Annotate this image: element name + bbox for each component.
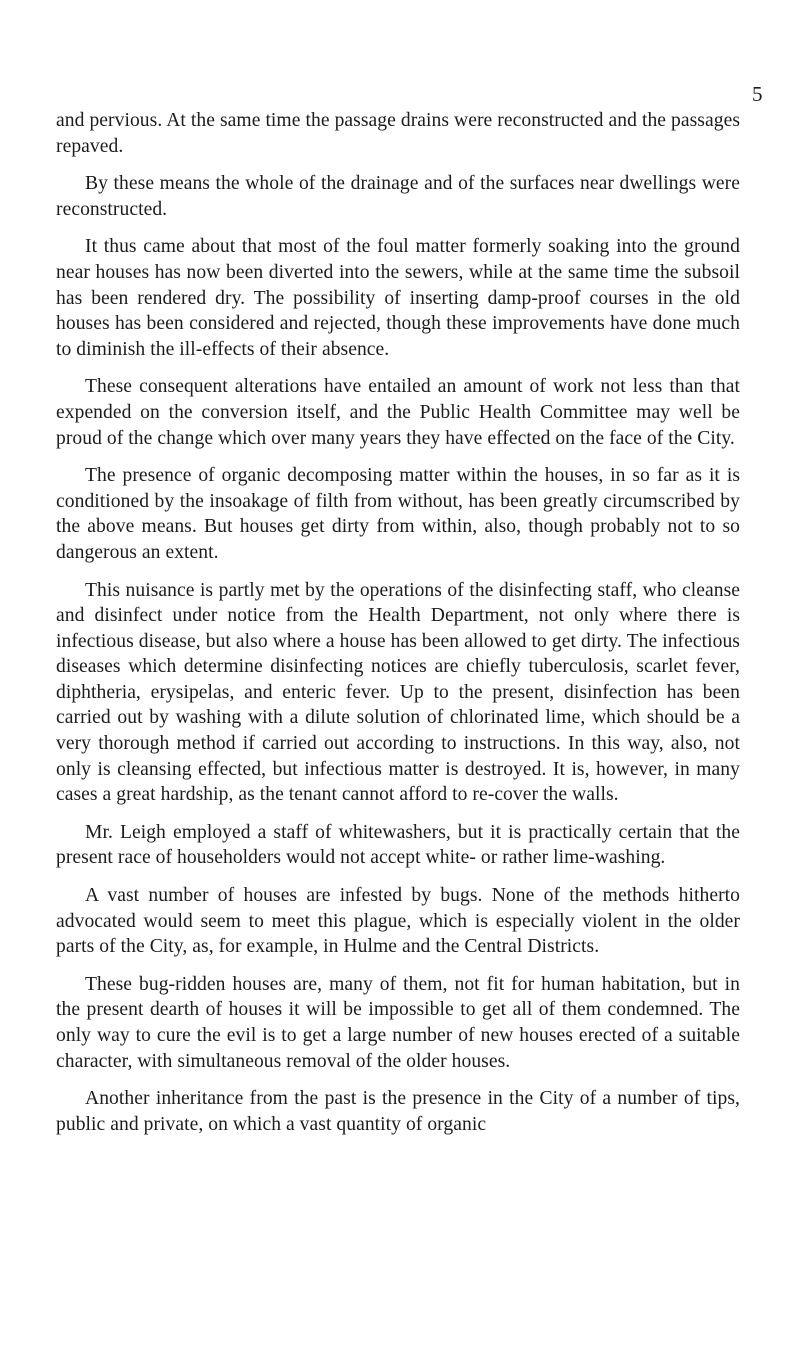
paragraph-3: It thus came about that most of the foul matter formerly soaking into the ground near houses has now been diverted into the sewers, while at the same time the subsoil has been rendered dry. The possibility of inserting damp-proof courses in the old houses has been considered and rejected, though these improvements have done much to diminish the ill-effects of their absence. — [56, 236, 740, 360]
paragraph-2: By these means the whole of the drainage and of the surfaces near dwellings were reconstructed. — [56, 173, 740, 220]
paragraph-4: These consequent alterations have entailed an amount of work not less than that expended on the conversion itself, and the Public Health Committee may well be proud of the change which over many years they have effected on the face of the City. — [56, 376, 740, 449]
paragraph-7: Mr. Leigh employed a staff of whitewashers, but it is practically certain that the present race of householders would not accept white- or rather lime-washing. — [56, 821, 740, 869]
page-number: 5 — [752, 82, 763, 106]
paragraph-9: These bug-ridden houses are, many of them, not fit for human habitation, but in the present dearth of houses it will be impossible to get all of them condemned. The only way to cure the evil is to get a large number of new houses erected of a suitable character, with simultaneous removal of the older houses. — [56, 973, 740, 1072]
body-text — [56, 108, 740, 1149]
paragraph-6: This nuisance is partly met by the operations of the disinfecting staff, who cleanse and disinfect under notice from the Health Department, not only where there is infectious disease, but also where a house has been allowed to get dirty. The infectious diseases which determine disinfecting notices are chiefly tuberculosis, scarlet fever, diphtheria, erysipelas, and enteric fever. Up to the present, disinfection has been carried out by washing with a dilute solution of chlorinated lime, which should be a very thorough method if carried out according to instructions. In this way, also, not only is cleansing effected, but infectious matter is destroyed. It is, however, in many cases a great hardship, as the tenant cannot afford to re-cover the walls. — [56, 579, 740, 806]
paragraph-1: and pervious. At the same time the passage drains were reconstructed and the passages repaved. — [56, 110, 740, 157]
paragraph-5: The presence of organic decomposing matter within the houses, in so far as it is conditioned by the insoakage of filth from without, has been greatly circumscribed by the above means. But houses get dirty from within, also, though probably not to so dangerous an extent. — [56, 465, 740, 563]
paragraph-10: Another inheritance from the past is the presence in the City of a number of tips, public and private, on which a vast quantity of organic — [56, 1088, 740, 1135]
paragraph-8: A vast number of houses are infested by bugs. None of the methods hitherto advocated would seem to meet this plague, which is especially violent in the older parts of the City, as, for example, in Hulme and the Central Districts. — [56, 885, 740, 958]
